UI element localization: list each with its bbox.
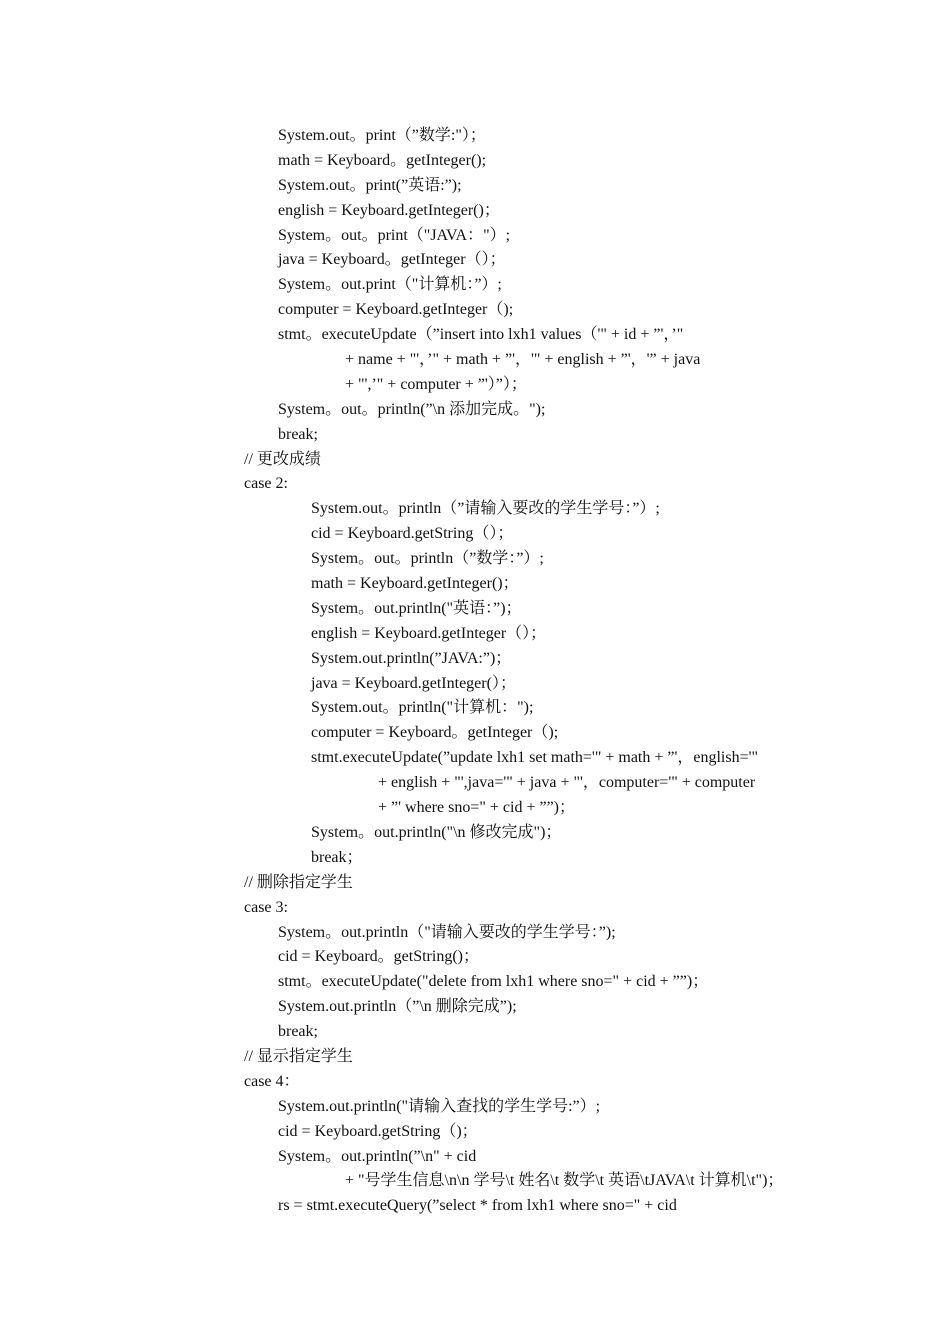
code-line: System。out。print（"JAVA："）; xyxy=(278,226,511,244)
code-line: case 2: xyxy=(244,475,288,493)
code-line: java = Keyboard。getInteger（）； xyxy=(278,251,506,269)
code-line: math = Keyboard。getInteger(); xyxy=(278,151,487,169)
code-line: english = Keyboard.getInteger()； xyxy=(278,201,500,219)
code-line: System.out。print(”英语:”); xyxy=(278,176,462,194)
code-line: System。out.println("\n 修改完成")； xyxy=(311,823,562,841)
code-line: stmt。executeUpdate("delete from lxh1 where sno=" + cid + ””)； xyxy=(278,973,709,991)
code-line: // 显示指定学生 xyxy=(244,1047,353,1065)
code-line: case 3: xyxy=(244,898,288,916)
code-line: cid = Keyboard。getString()； xyxy=(278,948,479,966)
code-line: + "',’" + computer + ”'）”）； xyxy=(345,375,527,393)
code-line: break； xyxy=(311,848,363,866)
code-line: computer = Keyboard.getInteger（); xyxy=(278,301,514,319)
code-line: + english + "',java='" + java + "'，computer='" + computer xyxy=(378,774,756,792)
code-line: System.out.println("请输入查找的学生学号:”）; xyxy=(278,1097,601,1115)
code-line: stmt。executeUpdate（”insert into lxh1 values（'" + id + ”'，’" xyxy=(278,326,684,344)
code-line: System。out。println(”\n 添加完成。"); xyxy=(278,400,546,418)
code-line: case 4： xyxy=(244,1072,300,1090)
code-line: break; xyxy=(278,1023,318,1041)
code-line: // 删除指定学生 xyxy=(244,873,353,891)
code-line: System.out。print（”数学:"）； xyxy=(278,127,486,144)
code-line: break; xyxy=(278,425,318,443)
code-line: System。out.print（"计算机：”）; xyxy=(278,276,502,294)
code-line: math = Keyboard.getInteger()； xyxy=(311,575,519,593)
code-line: cid = Keyboard.getString（）； xyxy=(311,525,514,543)
code-line: computer = Keyboard。getInteger（); xyxy=(311,724,559,742)
code-line: System.out。println（”请输入要改的学生学号：”）; xyxy=(311,500,660,518)
code-line: System。out。println（”数学：”）; xyxy=(311,550,544,568)
code-line: + name + "'，’" + math + ”'，'" + english + ”'，'” + java xyxy=(345,351,701,369)
code-line: + "号学生信息\n\n 学号\t 姓名\t 数学\t 英语\tJAVA\t 计算机\t")； xyxy=(345,1172,784,1190)
code-line: stmt.executeUpdate(”update lxh1 set math='" + math + ”'，english='" xyxy=(311,749,759,767)
code-line: java = Keyboard.getInteger(）； xyxy=(311,674,516,692)
code-line: System.out.println(”JAVA:”)； xyxy=(311,649,512,667)
code-line: System.out.println（”\n 删除完成”); xyxy=(278,998,517,1016)
code-line: System。out.println("英语：”)； xyxy=(311,599,522,617)
code-line: // 更改成绩 xyxy=(244,450,321,468)
code-line: rs = stmt.executeQuery(”select * from lxh1 where sno=" + cid xyxy=(278,1197,677,1215)
code-line: english = Keyboard.getInteger（）； xyxy=(311,624,547,642)
code-line: System.out。println("计算机："); xyxy=(311,699,534,717)
code-line: System。out.println(”\n" + cid xyxy=(278,1147,477,1165)
code-line: + ”' where sno=" + cid + ””)； xyxy=(378,799,576,817)
code-line: cid = Keyboard.getString（)； xyxy=(278,1122,478,1140)
code-listing xyxy=(0,124,950,1219)
code-line: System。out.println（"请输入要改的学生学号：”); xyxy=(278,923,616,941)
